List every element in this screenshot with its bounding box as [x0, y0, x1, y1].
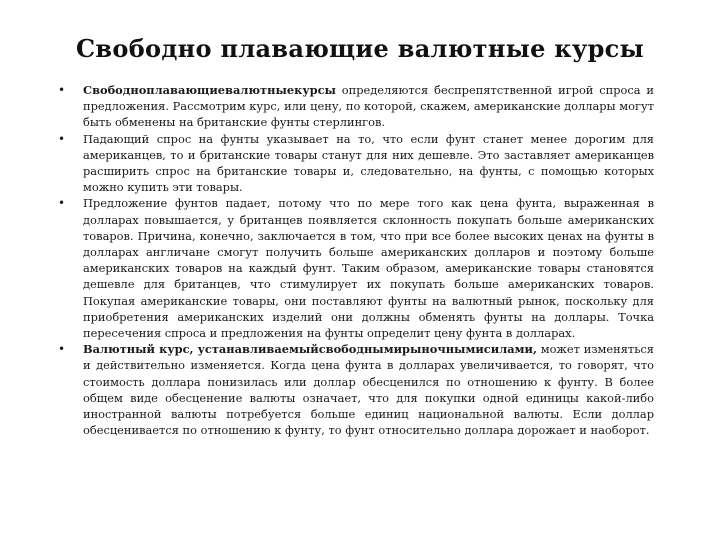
bullet-bold-term: Свободноплавающиевалютныекурсы — [83, 83, 336, 97]
bullet-dot-icon: • — [58, 131, 66, 146]
bullet-dot-icon: • — [58, 342, 66, 357]
bullet-item — [58, 341, 654, 438]
bullet-text: Предложение фунтов падает, потому что по мере того как цена фунта, выраженная в долларах повышается, у британцев появляется склонность покупать больше американских товаров. Причина, конечно, заключается в том, что при все более высоких ценах на фунты в долларах англичане смогут получить больше американских долларов и поэтому больше американских товаров на каждый фунт. Таким образом, американские товары становятся дешевле для британцев, что стимулирует их покупать больше американских товаров. Покупая американские товары, они поставляют фунты на валютный рынок, поскольку для приобретения американских изделий они должны обменять фунты на доллары. Точка пересечения спроса и предложения на фунты определит цену фунта в долларах. — [83, 196, 654, 341]
page-title: Свободно плавающие валютные курсы — [76, 34, 644, 63]
bullet-text: определяются беспрепятственной игрой спроса и предложения. Рассмотрим курс, или цену, по которой, скажем, американские доллары могут быть обменены на британские фунты стерлингов. — [83, 83, 654, 130]
bullet-dot-icon: • — [58, 196, 66, 211]
bullet-text: Падающий спрос на фунты указывает на то, что если фунт станет менее дорогим для американцев, то и британские товары станут для них дешевле. Это заставляет американцев расширить спрос на британские товары и, следовательно, на фунты, с помощью которых можно купить эти товары. — [83, 131, 654, 195]
bullet-list — [58, 82, 654, 438]
bullet-item — [58, 82, 654, 131]
bullet-item — [58, 195, 654, 341]
bullet-dot-icon: • — [58, 83, 66, 97]
bullet-bold-term: Валютный курс, устанавливаемыйсвободнымирыночнымисилами, — [83, 342, 537, 357]
bullet-item — [58, 131, 654, 196]
bullet-text: может изменяться и действительно изменяется. Когда цена фунта в долларах увеличивается, то говорят, что стоимость доллара понизилась или доллар обесценился по отношению к фунту. В более общем виде обесценение валюты означает, что для покупки одной единицы какой-либо иностранной валюты потребуется больше единиц национальной валюты. Если доллар обесценивается по отношению к фунту, то фунт относительно доллара дорожает и наоборот. — [83, 342, 654, 438]
